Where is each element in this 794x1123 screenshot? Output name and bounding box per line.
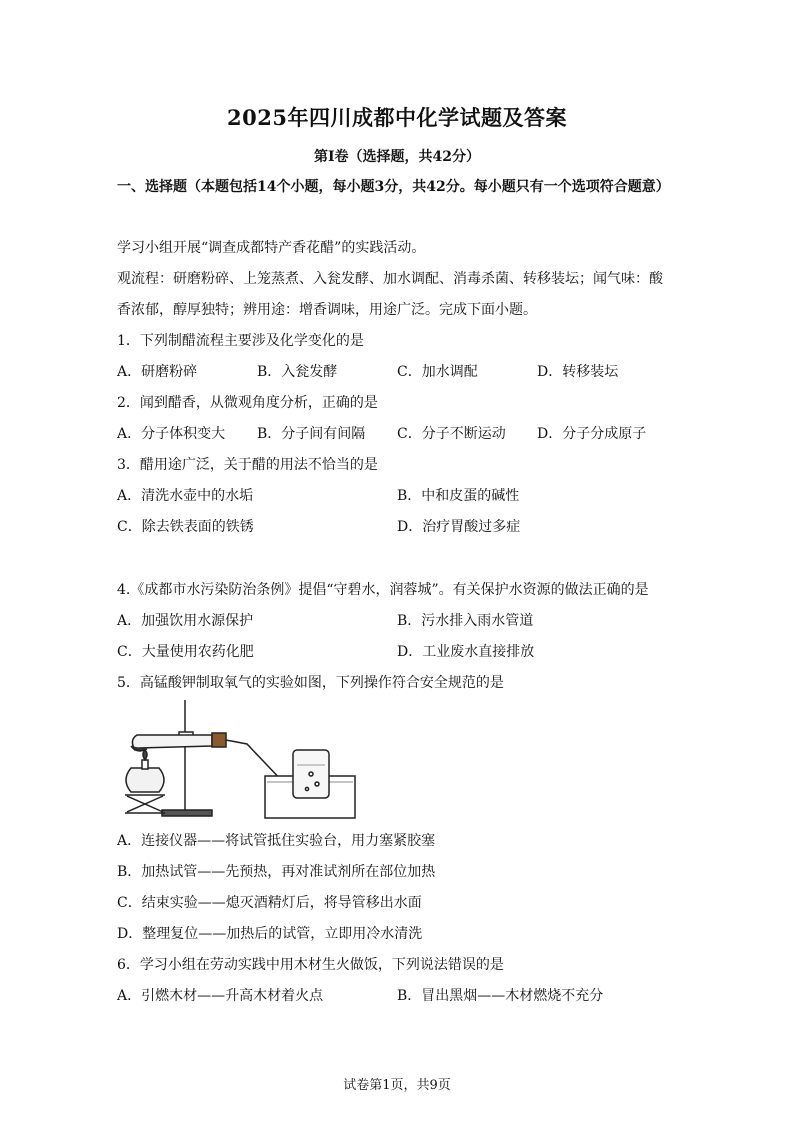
option-d: D．分子分成原子 xyxy=(537,426,647,442)
option-b: B．分子间有间隔 xyxy=(257,426,366,442)
option-d: D．治疗胃酸过多症 xyxy=(397,519,521,535)
option-a: A．引燃木材——升高木材着火点 xyxy=(117,988,324,1004)
option-b: B．加热试管——先预热，再对准试剂所在部位加热 xyxy=(117,864,436,880)
option-b: B．污水排入雨水管道 xyxy=(397,613,534,629)
option-b: B．中和皮蛋的碱性 xyxy=(397,488,520,504)
option-d: D．工业废水直接排放 xyxy=(397,644,535,660)
question-stem: 5．高锰酸钾制取氧气的实验如图，下列操作符合安全规范的是 xyxy=(117,675,504,691)
option-a: A．研磨粉碎 xyxy=(117,364,198,380)
option-a: A．清洗水壶中的水垢 xyxy=(117,488,254,504)
option-c: C．大量使用农药化肥 xyxy=(117,644,254,660)
intro-line: 观流程：研磨粉碎、上笼蒸煮、入瓮发酵、加水调配、消毒杀菌、转移装坛；闻气味：酸 xyxy=(117,271,663,287)
intro-line: 学习小组开展“调查成都特产香花醋”的实践活动。 xyxy=(117,240,426,256)
question-stem: 4.《成都市水污染防治条例》提倡“守碧水，润蓉城”。有关保护水资源的做法正确的是 xyxy=(117,582,649,598)
page-footer: 试卷第1页，共9页 xyxy=(343,1078,451,1093)
section-title: 第Ⅰ卷（选择题，共42分） xyxy=(313,149,481,165)
option-c: C．分子不断运动 xyxy=(397,426,506,442)
page-title: 2025年四川成都中化学试题及答案 xyxy=(227,105,567,130)
option-a: A．分子体积变大 xyxy=(117,426,226,442)
option-d: D．转移装坛 xyxy=(537,364,619,380)
option-a: A．连接仪器——将试管抵住实验台，用力塞紧胶塞 xyxy=(117,833,436,849)
question-stem: 1．下列制醋流程主要涉及化学变化的是 xyxy=(117,333,364,349)
option-b: B．入瓮发酵 xyxy=(257,364,338,380)
option-c: C．加水调配 xyxy=(397,364,478,380)
option-c: C．结束实验——熄灭酒精灯后，将导管移出水面 xyxy=(117,895,422,911)
part-heading: 一、选择题（本题包括14个小题，每小题3分，共42分。每小题只有一个选项符合题意） xyxy=(117,179,670,195)
oxygen-apparatus-figure xyxy=(117,700,357,825)
question-stem: 2．闻到醋香，从微观角度分析，正确的是 xyxy=(117,395,378,411)
option-c: C．除去铁表面的铁锈 xyxy=(117,519,254,535)
option-b: B．冒出黑烟——木材燃烧不充分 xyxy=(397,988,604,1004)
intro-line: 香浓郁，醇厚独特；辨用途：增香调味，用途广泛。完成下面小题。 xyxy=(117,302,537,318)
question-stem: 3．醋用途广泛，关于醋的用法不恰当的是 xyxy=(117,457,378,473)
option-a: A．加强饮用水源保护 xyxy=(117,613,254,629)
question-stem: 6．学习小组在劳动实践中用木材生火做饭，下列说法错误的是 xyxy=(117,957,504,973)
option-d: D．整理复位——加热后的试管，立即用冷水清洗 xyxy=(117,926,423,942)
